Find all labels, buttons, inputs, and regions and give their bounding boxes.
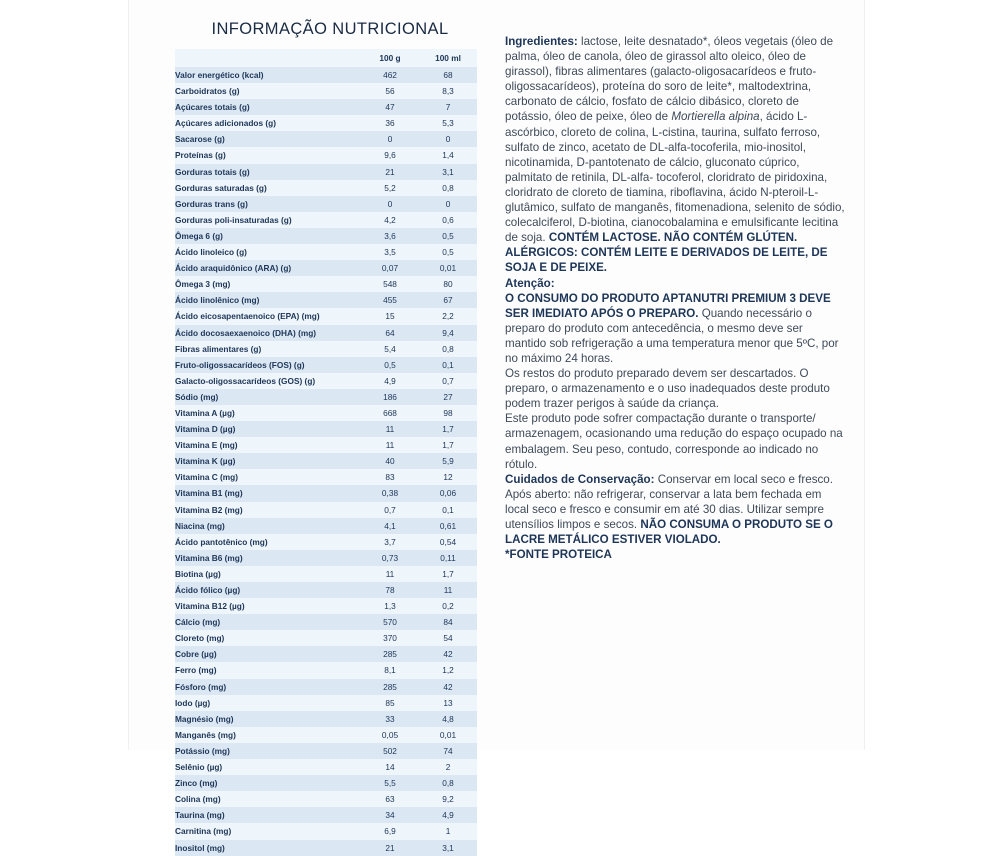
nutrition-row-value-100ml: 9,4 [442, 327, 454, 338]
attention-body-2: Os restos do produto preparado devem ser descartados. O preparo, o armazenamento e o uso inadequados deste produto podem trazer perigos à saúde da criança. [505, 367, 830, 411]
nutrition-row-value-100g: 0,07 [381, 263, 399, 274]
attention-bold-statement: O CONSUMO DO PRODUTO APTANUTRI PREMIUM 3 DEVE SER IMEDIATO APÓS O PREPARO. [505, 291, 831, 320]
nutrition-row-label: Manganês (mg) [175, 729, 236, 740]
nutrition-row-value-100ml: 0,06 [439, 488, 457, 499]
seal-warning: NÃO CONSUMA O PRODUTO SE O LACRE METÁLICO ESTIVER VIOLADO. [505, 518, 833, 547]
nutrition-row-value-100g: 285 [383, 681, 397, 692]
nutrition-table-body [175, 49, 477, 856]
ingredients-species-name: Mortierella alpina [671, 110, 760, 124]
nutrition-row-value-100ml: 0 [445, 134, 451, 145]
allergen-warning: CONTÉM LACTOSE. NÃO CONTÉM GLÚTEN. ALÉRGICOS: CONTÉM LEITE E DERIVADOS DE LEITE, DE SOJA E DE PEIXE. [505, 231, 828, 275]
nutrition-row [175, 325, 477, 341]
nutrition-row-value-100g: 0,7 [384, 504, 396, 515]
nutrition-row-value-100g: 15 [385, 311, 395, 322]
ingredients-heading: Ingredientes: [505, 35, 578, 48]
nutrition-row-label: Ácido pantotênico (mg) [175, 536, 268, 547]
nutrition-row-label: Vitamina E (mg) [175, 440, 238, 451]
nutrition-row [175, 662, 477, 678]
nutrition-row-label: Vitamina D (µg) [175, 424, 236, 435]
nutrition-row-value-100g: 186 [383, 391, 397, 402]
compaction-paragraph [505, 411, 845, 471]
nutrition-row-label: Valor energético (kcal) [175, 70, 264, 80]
nutrition-row-label: Potássio (mg) [175, 745, 230, 756]
nutrition-row-label: Inositol (mg) [175, 842, 225, 853]
nutrition-row-value-100ml: 7 [445, 102, 451, 113]
nutrition-row [175, 695, 477, 711]
nutrition-row-value-100g: 5,4 [384, 343, 396, 354]
nutrition-row-value-100ml: 42 [443, 681, 453, 692]
nutrition-row [175, 260, 477, 276]
nutrition-row [175, 228, 477, 244]
nutrition-row-value-100g: 570 [383, 617, 397, 628]
nutrition-row-value-100ml: 74 [443, 745, 453, 756]
nutrition-row-value-100ml: 84 [443, 617, 453, 628]
nutrition-row-label: Colina (mg) [175, 794, 221, 805]
nutrition-row [175, 276, 477, 292]
nutrition-row [175, 743, 477, 759]
nutrition-row-value-100g: 5,5 [384, 778, 396, 789]
nutrition-row-label: Ácido fólico (µg) [175, 585, 241, 595]
nutrition-section [175, 0, 485, 856]
nutrition-row-label: Iodo (µg) [175, 697, 211, 708]
nutrition-row-value-100g: 6,9 [384, 826, 396, 837]
nutrition-row-value-100g: 21 [385, 166, 395, 177]
nutrition-row-value-100ml: 54 [443, 633, 453, 644]
nutrition-row-value-100ml: 0,8 [442, 182, 454, 193]
nutrition-row [175, 679, 477, 695]
nutrition-row [175, 550, 477, 566]
nutrition-row-value-100g: 462 [383, 70, 397, 80]
nutrition-row-label: Ácido araquidônico (ARA) (g) [175, 263, 292, 274]
nutrition-row-value-100ml: 27 [443, 391, 453, 402]
nutrition-row [175, 566, 477, 582]
nutrition-row-value-100g: 47 [385, 102, 395, 113]
nutrition-row-label: Vitamina A (µg) [175, 407, 235, 418]
nutrition-row-value-100g: 3,6 [384, 230, 396, 241]
nutrition-row-value-100ml: 3,1 [442, 166, 454, 177]
nutrition-row-label: Ferro (mg) [175, 665, 217, 676]
nutrition-row-label: Carboidratos (g) [175, 86, 240, 97]
nutrition-row-value-100g: 11 [385, 568, 395, 579]
nutrition-row-value-100g: 0 [387, 198, 393, 209]
nutrition-row-label: Ácido linoleico (g) [175, 247, 247, 258]
nutrition-row-value-100ml: 0,01 [439, 263, 457, 274]
nutrition-row [175, 244, 477, 260]
nutrition-row-value-100g: 0,73 [381, 552, 399, 563]
nutrition-row-label: Vitamina B1 (mg) [175, 488, 243, 499]
nutrition-row-label: Magnésio (mg) [175, 713, 234, 724]
nutrition-header-row [175, 49, 477, 67]
nutrition-row-value-100ml: 5,9 [442, 456, 454, 467]
nutrition-row [175, 727, 477, 743]
nutrition-row-value-100g: 668 [383, 407, 397, 418]
nutrition-row-value-100g: 3,5 [384, 247, 396, 258]
nutrition-row [175, 437, 477, 453]
nutrition-row-value-100ml: 5,3 [442, 118, 454, 129]
nutrition-table [175, 49, 477, 856]
nutrition-row-value-100g: 64 [385, 327, 395, 338]
nutrition-row-value-100ml: 42 [443, 649, 453, 660]
nutrition-row-value-100g: 34 [385, 810, 395, 821]
nutrition-row-label: Fruto-oligossacarídeos (FOS) (g) [175, 359, 305, 370]
nutrition-row-value-100g: 0,38 [381, 488, 399, 499]
nutrition-row-value-100g: 285 [383, 649, 397, 660]
nutrition-row-value-100ml: 9,2 [442, 794, 454, 805]
nutrition-row-value-100ml: 98 [443, 407, 453, 418]
attention-heading-line [505, 276, 845, 291]
conservation-paragraph [505, 472, 845, 547]
nutrition-row [175, 502, 477, 518]
nutrition-row-value-100ml: 0,1 [442, 504, 454, 515]
nutrition-row-value-100ml: 1,2 [442, 665, 454, 676]
nutrition-row-value-100ml: 11 [443, 585, 453, 595]
nutrition-row [175, 292, 477, 308]
nutrition-row-label: Vitamina K (µg) [175, 456, 236, 467]
attention-body: Quando necessário o preparo do produto com antecedência, o mesmo deve ser mantido sob refrigeração a uma temperatura menor que 5ºC, por no máximo 24 horas. [505, 306, 839, 365]
nutrition-row-label: Ácido eicosapentaenoico (EPA) (mg) [175, 311, 320, 322]
nutrition-row-label: Vitamina B12 (µg) [175, 601, 245, 612]
nutrition-row-value-100ml: 1,7 [442, 568, 454, 579]
ingredients-body-part2: , ácido L-ascórbico, cloreto de colina, L-cistina, taurina, sulfato ferroso, sulfato de zinco, acetato de DL-alfa-tocoferila, mio-inositol, nicotinamida, D-pantotenato de cálcio, gluconato cúprico, palmitato de retinila, DL-alfa- tocoferol, cloridrato de piridoxina, cloridrato de cloreto de tiamina, riboflavina, ácido N-pteroil-L-glutâmico, sulfato de manganês, fitomenadiona, selenito de sódio, colecalciferol, D-biotina, cianocobalamina e emulsificante lecitina de soja. [505, 110, 845, 245]
nutrition-row-value-100g: 85 [385, 697, 395, 708]
nutrition-row-value-100ml: 0,8 [442, 343, 454, 354]
nutrition-row [175, 807, 477, 823]
nutrition-row-label: Niacina (mg) [175, 520, 225, 531]
nutrition-row-value-100g: 8,1 [384, 665, 396, 676]
nutrition-row-value-100ml: 1,7 [442, 424, 454, 435]
nutrition-row-value-100g: 11 [385, 424, 395, 435]
nutrition-row [175, 823, 477, 839]
nutrition-row-label: Galacto-oligossacarídeos (GOS) (g) [175, 375, 316, 386]
nutrition-row [175, 147, 477, 163]
nutrition-row-value-100ml: 0,8 [442, 778, 454, 789]
nutrition-row-value-100g: 502 [383, 745, 397, 756]
nutrition-row [175, 357, 477, 373]
nutrition-row-value-100ml: 8,3 [442, 86, 454, 97]
footnote-paragraph [505, 547, 845, 562]
nutrition-row-label: Cobre (µg) [175, 649, 217, 660]
nutrition-row-label: Cálcio (mg) [175, 617, 221, 628]
nutrition-row-label: Gorduras poli-insaturadas (g) [175, 214, 292, 225]
nutrition-row-value-100ml: 0,5 [442, 247, 454, 258]
nutrition-row-label: Biotina (µg) [175, 568, 221, 579]
nutrition-row [175, 518, 477, 534]
nutrition-row-value-100g: 0 [387, 134, 393, 145]
nutrition-row [175, 67, 477, 83]
nutrition-row-value-100g: 21 [385, 842, 395, 853]
nutrition-row-value-100g: 4,9 [384, 375, 396, 386]
nutrition-row [175, 646, 477, 662]
attention-paragraph-2 [505, 366, 845, 411]
nutrition-row-value-100g: 78 [385, 585, 395, 595]
nutrition-row-label: Fósforo (mg) [175, 681, 227, 692]
nutrition-row-label: Ômega 6 (g) [175, 230, 223, 241]
nutrition-row [175, 840, 477, 856]
nutrition-header-100ml: 100 ml [435, 53, 461, 63]
nutrition-row-value-100ml: 1,4 [442, 150, 454, 161]
nutrition-row-value-100ml: 3,1 [442, 842, 454, 853]
nutrition-row-value-100ml: 0,01 [439, 729, 457, 740]
nutrition-row [175, 196, 477, 212]
nutrition-row [175, 614, 477, 630]
nutrition-row [175, 83, 477, 99]
nutrition-row-label: Sódio (mg) [175, 391, 219, 402]
nutrition-row [175, 421, 477, 437]
nutrition-header-blank [175, 49, 361, 67]
attention-heading: Atenção: [505, 276, 555, 290]
nutrition-row-value-100g: 5,2 [384, 182, 396, 193]
nutrition-row-label: Proteínas (g) [175, 150, 226, 161]
nutrition-row-value-100g: 548 [383, 279, 397, 290]
ingredients-paragraph [505, 34, 845, 276]
nutrition-row-value-100g: 56 [385, 86, 395, 97]
attention-paragraph [505, 291, 845, 366]
nutrition-row [175, 630, 477, 646]
nutrition-header-100g: 100 g [379, 53, 401, 63]
conservation-body: Conservar em local seco e fresco. Após aberto: não refrigerar, conservar a lata bem fechada em local seco e fresco e consumir em até 30 dias. Utilizar sempre utensílios limpos e secos. [505, 472, 833, 531]
nutrition-row-value-100ml: 4,9 [442, 810, 454, 821]
nutrition-row-label: Sacarose (g) [175, 134, 225, 145]
nutrition-row-value-100ml: 13 [443, 697, 453, 708]
nutrition-row-value-100g: 11 [385, 440, 395, 451]
nutrition-row-value-100ml: 0,6 [442, 214, 454, 225]
label-text-section [505, 0, 845, 562]
nutrition-row [175, 598, 477, 614]
nutrition-row-value-100g: 455 [383, 295, 397, 306]
nutrition-row-value-100g: 3,7 [384, 536, 396, 547]
nutrition-row [175, 405, 477, 421]
nutrition-row-label: Ácido docosaexaenoico (DHA) (mg) [175, 327, 317, 338]
nutrition-row-value-100g: 14 [385, 762, 395, 773]
nutrition-row [175, 212, 477, 228]
nutrition-row-value-100ml: 0,11 [440, 552, 456, 563]
nutrition-row-value-100g: 4,2 [384, 214, 396, 225]
nutrition-row [175, 341, 477, 357]
nutrition-row [175, 485, 477, 501]
nutrition-row-value-100g: 9,6 [384, 150, 396, 161]
nutrition-row-value-100g: 0,05 [381, 729, 399, 740]
nutrition-row [175, 99, 477, 115]
nutrition-row-value-100ml: 2 [445, 762, 451, 773]
nutrition-row [175, 308, 477, 324]
nutrition-row [175, 711, 477, 727]
ingredients-body-part1: lactose, leite desnatado*, óleos vegetais (óleo de palma, óleo de canola, óleo de girassol alto oleico, óleo de girassol), fibras alimentares (galacto-oligosacarídeos e fruto-oligossacarídeos), proteína do soro de leite*, maltodextrina, carbonato de cálcio, fosfato de cálcio dibásico, cloreto de potássio, óleo de peixe, óleo de [505, 35, 834, 124]
nutrition-row [175, 164, 477, 180]
nutrition-row-label: Vitamina B6 (mg) [175, 552, 243, 563]
nutrition-row-label: Ômega 3 (mg) [175, 279, 231, 290]
nutrition-row-value-100ml: 0,2 [442, 601, 454, 612]
nutrition-row [175, 582, 477, 598]
nutrition-row-label: Gorduras saturadas (g) [175, 182, 267, 193]
nutrition-row [175, 469, 477, 485]
nutrition-title: INFORMAÇÃO NUTRICIONAL [211, 20, 449, 38]
nutrition-row-value-100ml: 0,5 [442, 230, 454, 241]
nutrition-row-label: Vitamina B2 (mg) [175, 504, 243, 515]
nutrition-row-value-100ml: 1 [445, 826, 451, 837]
nutrition-row-value-100ml: 80 [443, 279, 453, 290]
nutrition-row [175, 373, 477, 389]
nutrition-row-label: Gorduras totais (g) [175, 166, 250, 177]
nutrition-row-label: Ácido linolênico (mg) [175, 295, 260, 306]
nutrition-row-value-100ml: 0,7 [442, 375, 454, 386]
nutrition-row [175, 775, 477, 791]
nutrition-row-value-100g: 1,3 [384, 601, 396, 612]
nutrition-row-label: Gorduras trans (g) [175, 198, 248, 209]
nutrition-row-value-100ml: 0,1 [442, 359, 454, 370]
nutrition-row-label: Açúcares adicionados (g) [175, 118, 276, 129]
nutrition-row-value-100g: 63 [385, 794, 395, 805]
nutrition-row [175, 389, 477, 405]
nutrition-row [175, 791, 477, 807]
nutrition-row [175, 453, 477, 469]
nutrition-row-value-100g: 33 [385, 713, 395, 724]
nutrition-row-value-100ml: 4,8 [442, 713, 454, 724]
nutrition-row-label: Selênio (µg) [175, 762, 223, 773]
nutrition-row-label: Zinco (mg) [175, 778, 218, 789]
nutrition-row-label: Vitamina C (mg) [175, 472, 239, 483]
nutrition-row-value-100g: 370 [383, 633, 397, 644]
nutrition-row-label: Taurina (mg) [175, 810, 225, 821]
nutrition-row-value-100g: 4,1 [384, 520, 396, 531]
nutrition-row [175, 131, 477, 147]
nutrition-row-value-100ml: 1,7 [442, 440, 454, 451]
nutrition-row [175, 115, 477, 131]
nutrition-row-value-100ml: 2,2 [442, 311, 454, 322]
protein-source-footnote: *FONTE PROTEICA [505, 548, 612, 562]
nutrition-row [175, 534, 477, 550]
nutrition-row-value-100ml: 0,61 [439, 520, 457, 531]
nutrition-row-label: Carnitina (mg) [175, 826, 232, 837]
nutrition-row-value-100ml: 0,54 [439, 536, 457, 547]
nutrition-row-label: Cloreto (mg) [175, 633, 225, 644]
nutrition-row-value-100g: 83 [385, 472, 395, 483]
nutrition-row [175, 759, 477, 775]
conservation-heading: Cuidados de Conservação: [505, 472, 655, 486]
nutrition-row-value-100g: 36 [385, 118, 395, 129]
nutrition-row-value-100ml: 68 [443, 70, 453, 80]
nutrition-row-value-100ml: 12 [443, 472, 453, 483]
nutrition-row-value-100ml: 67 [443, 295, 453, 306]
nutrition-row-label: Açúcares totais (g) [175, 102, 250, 113]
nutrition-row-label: Fibras alimentares (g) [175, 343, 262, 354]
nutrition-row-value-100g: 40 [385, 456, 395, 467]
nutrition-row [175, 180, 477, 196]
nutrition-row-value-100ml: 0 [445, 198, 451, 209]
nutrition-row-value-100g: 0,5 [384, 359, 396, 370]
compaction-text: Este produto pode sofrer compactação durante o transporte/ armazenagem, ocasionando uma redução do espaço ocupado na embalagem. Seu peso, contudo, corresponde ao indicado no rótulo. [505, 412, 843, 471]
